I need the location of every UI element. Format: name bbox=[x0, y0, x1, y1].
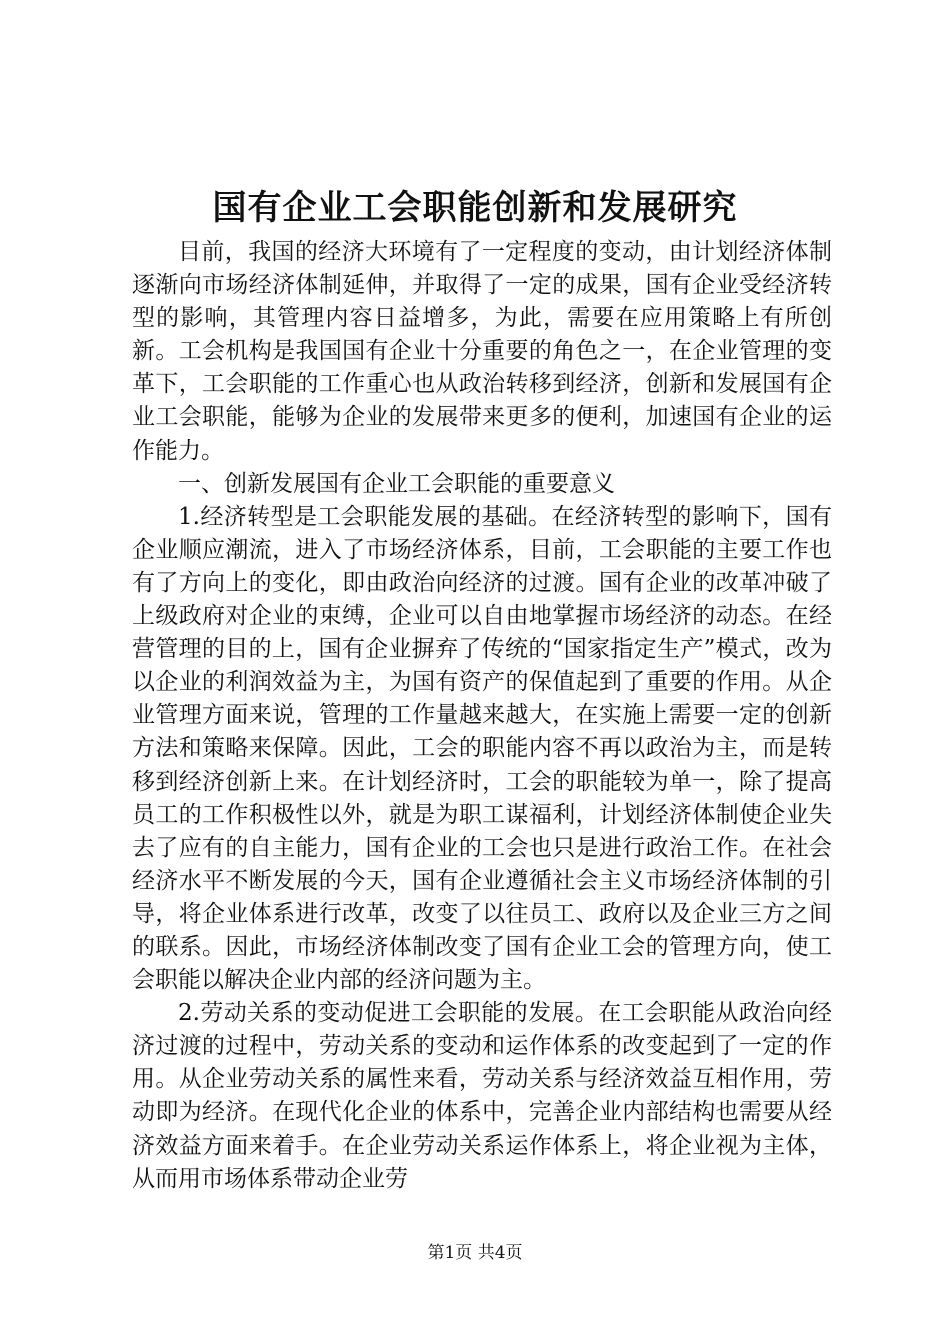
paragraph-intro: 目前，我国的经济大环境有了一定程度的变动，由计划经济体制逐渐向市场经济体制延伸，并取得了一定的成果，国有企业受经济转型的影响，其管理内容日益增多，为此，需要在应用策略上有所创新。工会机构是我国国有企业十分重要的角色之一，在企业管理的变革下，工会职能的工作重心也从政治转移到经济，创新和发展国有企业工会职能，能够为企业的发展带来更多的便利，加速国有企业的运作能力。 bbox=[132, 239, 832, 464]
document-title: 国有企业工会职能创新和发展研究 bbox=[212, 188, 738, 228]
paragraph-point-2: 2.劳动关系的变动促进工会职能的发展。在工会职能从政治向经济过渡的过程中，劳动关系的变动和运作体系的改变起到了一定的作用。从企业劳动关系的属性来看，劳动关系与经济效益互相作用，劳动即为经济。在现代化企业的体系中，完善企业内部结构也需要从经济效益方面来着手。在企业劳动关系运作体系上，将企业视为主体，从而用市场体系带动企业劳 bbox=[132, 1000, 832, 1192]
paragraph-point-1: 1.经济转型是工会职能发展的基础。在经济转型的影响下，国有企业顺应潮流，进入了市场经济体系，目前，工会职能的主要工作也有了方向上的变化，即由政治向经济的过渡。国有企业的改革冲破了上级政府对企业的束缚，企业可以自由地掌握市场经济的动态。在经营管理的目的上，国有企业摒弃了传统的“国家指定生产”模式，改为以企业的利润效益为主，为国有资产的保值起到了重要的作用。从企业管理方面来说，管理的工作量越来越大，在实施上需要一定的创新方法和策略来保障。因此，工会的职能内容不再以政治为主，而是转移到经济创新上来。在计划经济时，工会的职能较为单一，除了提高员工的工作积极性以外，就是为职工谋福利，计划经济体制使企业失去了应有的自主能力，国有企业的工会也只是进行政治工作。在社会经济水平不断发展的今天，国有企业遵循社会主义市场经济体制的引导，将企业体系进行改革，改变了以往员工、政府以及企业三方之间的联系。因此，市场经济体制改变了国有企业工会的管理方向，使工会职能以解决企业内部的经济问题为主。 bbox=[132, 503, 832, 994]
page-number-footer: 第1页 共4页 bbox=[427, 1243, 523, 1263]
section-heading: 一、创新发展国有企业工会职能的重要意义 bbox=[178, 470, 615, 497]
document-body bbox=[132, 236, 832, 1196]
